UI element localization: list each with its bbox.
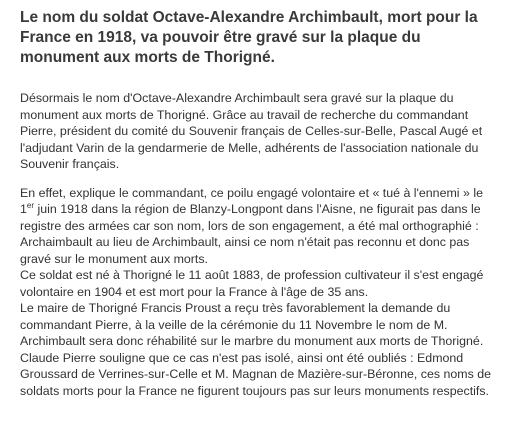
paragraph-commandant-end: juin 1918 dans la région de Blanzy-Longpont dans l'Aisne, ne figurait pas dans le registre des armées car son nom, lors de son engagement, a été mal orthographié : Archaimbault au lieu de Archimbault, ainsi ce nom n'était pas reconnu et donc pas gravé sur le monument aux morts. <box>20 202 481 266</box>
intro-paragraph: Désormais le nom d'Octave-Alexandre Archimbault sera gravé sur la plaque du monument aux morts de Thorigné. Grâce au travail de recherche du commandant Pierre, président du comité du Souvenir français de Celles-sur-Belle, Pascal Augé et l'adjudant Varin de la gendarmerie de Melle, adhérents de l'association nationale du Souvenir français. <box>20 91 483 171</box>
paragraph-commandant-start: En effet, explique le commandant, ce poilu engagé volontaire et « tué à l'ennemi » le 1 <box>20 185 483 216</box>
paragraph-birth: Ce soldat est né à Thorigné le 11 août 1883, de profession cultivateur il s'est engagé volontaire en 1904 et est mort pour la France à l'âge de 35 ans. <box>20 268 484 299</box>
article <box>20 8 500 399</box>
paragraph-mayor: Le maire de Thorigné Francis Proust a reçu très favorablement la demande du commandant Pierre, à la veille de la cérémonie du 11 Novembre le nom de M. Archimbault sera donc réhabilité sur le marbre du monument aux morts de Thorigné. Claude Pierre souligne que ce cas n'est pas isolé, ainsi ont été oubliés : Edmond Groussard de Verrines-sur-Celle et M. Magnan de Mazière-sur-Béronne, ces noms de soldats morts pour la France ne figurent toujours pas sur leurs monuments respectifs. <box>20 301 492 398</box>
ordinal-superscript: er <box>26 200 35 210</box>
paragraph-commandant <box>20 185 500 268</box>
article-headline: Le nom du soldat Octave-Alexandre Archimbault, mort pour la France en 1918, va pouvoir être gravé sur la plaque du monument aux morts de Thorigné. <box>20 9 478 66</box>
